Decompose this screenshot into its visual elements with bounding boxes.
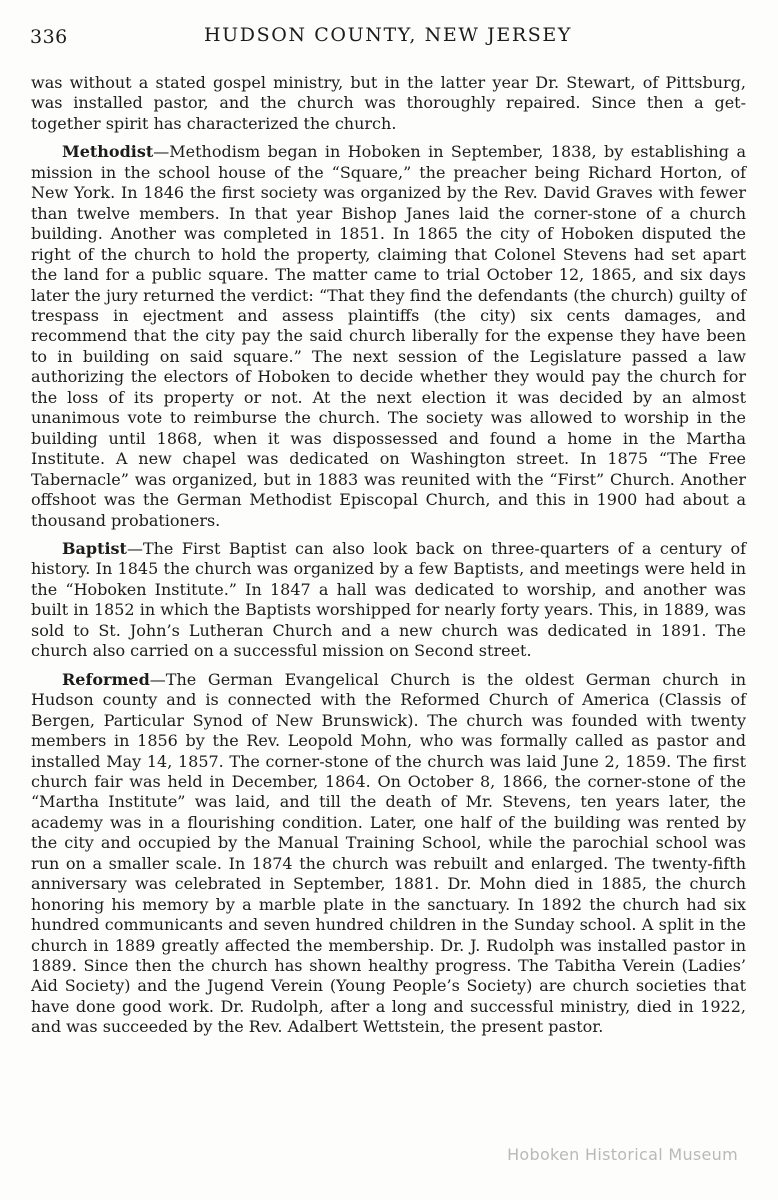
running-head: HUDSON COUNTY, NEW JERSEY (204, 24, 572, 46)
baptist-text: —The First Baptist can also look back on three-quarters of a century of history. In 1845 the church was organized by a few Baptists, and meetings were held in the “Hoboken Institute.” In 1847 a hall was dedicated to worship, and another was built in 1852 in which the Baptists worshipped for nearly forty years. This, in 1889, was sold to St. John’s Lutheran Church and a new church was dedicated in 1891. The church also carried on a successful mission on Second street. (31, 538, 746, 661)
baptist-heading: Baptist (62, 538, 127, 558)
page-number: 336 (30, 26, 68, 48)
methodist-paragraph (31, 142, 746, 531)
reformed-heading: Reformed (62, 669, 150, 689)
methodist-text: —Methodism began in Hoboken in September, 1838, by establishing a mission in the school house of the “Square,” the preacher being Richard Horton, of New York. In 1846 the first society was organized by the Rev. David Graves with fewer than twelve members. In that year Bishop Janes laid the corner-stone of a church building. Another was completed in 1851. In 1865 the city of Hoboken disputed the right of the church to hold the property, claiming that Colonel Stevens had set apart the land for a public square. The matter came to trial October 12, 1865, and six days later the jury returned the verdict: “That they find the defendants (the church) guilty of trespass in ejectment and assess plaintiffs (the city) six cents damages, and recommend that the city pay the said church liberally for the expense they have been to in building on said square.” The next session of the Legislature passed a law authorizing the electors of Hoboken to decide whether they would pay the church for the loss of its property or not. At the next election it was decided by an almost unanimous vote to reimburse the church. The society was allowed to worship in the building until 1868, when it was dispossessed and found a home in the Martha Institute. A new chapel was dedicated on Washington street. In 1875 “The Free Tabernacle” was organized, but in 1883 was reunited with the “First” Church. Another offshoot was the German Methodist Episcopal Church, and this in 1900 had about a thousand probationers. (31, 142, 746, 530)
continuation-paragraph: was without a stated gospel ministry, but in the latter year Dr. Stewart, of Pittsburg, was installed pastor, and the church was thoroughly repaired. Since then a get-together spirit has characterized the church. (31, 73, 746, 133)
reformed-text: —The German Evangelical Church is the oldest German church in Hudson county and is connected with the Reformed Church of America (Classis of Bergen, Particular Synod of New Brunswick). The church was founded with twenty members in 1856 by the Rev. Leopold Mohn, who was formally called as pastor and installed May 14, 1857. The corner-stone of the church was laid June 2, 1859. The first church fair was held in December, 1864. On October 8, 1866, the corner-stone of the “Martha Institute” was laid, and till the death of Mr. Stevens, ten years later, the academy was in a flourishing condition. Later, one half of the building was rented by the city and occupied by the Manual Training School, while the parochial school was run on a smaller scale. In 1874 the church was rebuilt and enlarged. The twenty-fifth anniversary was celebrated in September, 1881. Dr. Mohn died in 1885, the church honoring his memory by a marble plate in the sanctuary. In 1892 the church had six hundred communicants and seven hundred children in the Sunday school. A split in the church in 1889 greatly affected the membership. Dr. J. Rudolph was installed pastor in 1889. Since then the church has shown healthy progress. The Tabitha Verein (Ladies’ Aid Society) and the Jugend Verein (Young People’s Society) are church societies that have done good work. Dr. Rudolph, after a long and successful ministry, died in 1922, and was succeeded by the Rev. Adalbert Wettstein, the present pastor. (31, 669, 746, 1037)
museum-watermark: Hoboken Historical Museum (507, 1145, 738, 1164)
body-text (31, 73, 746, 1046)
baptist-paragraph (31, 539, 746, 662)
page-header (30, 24, 746, 54)
reformed-paragraph (31, 670, 746, 1038)
methodist-heading: Methodist (62, 142, 154, 162)
